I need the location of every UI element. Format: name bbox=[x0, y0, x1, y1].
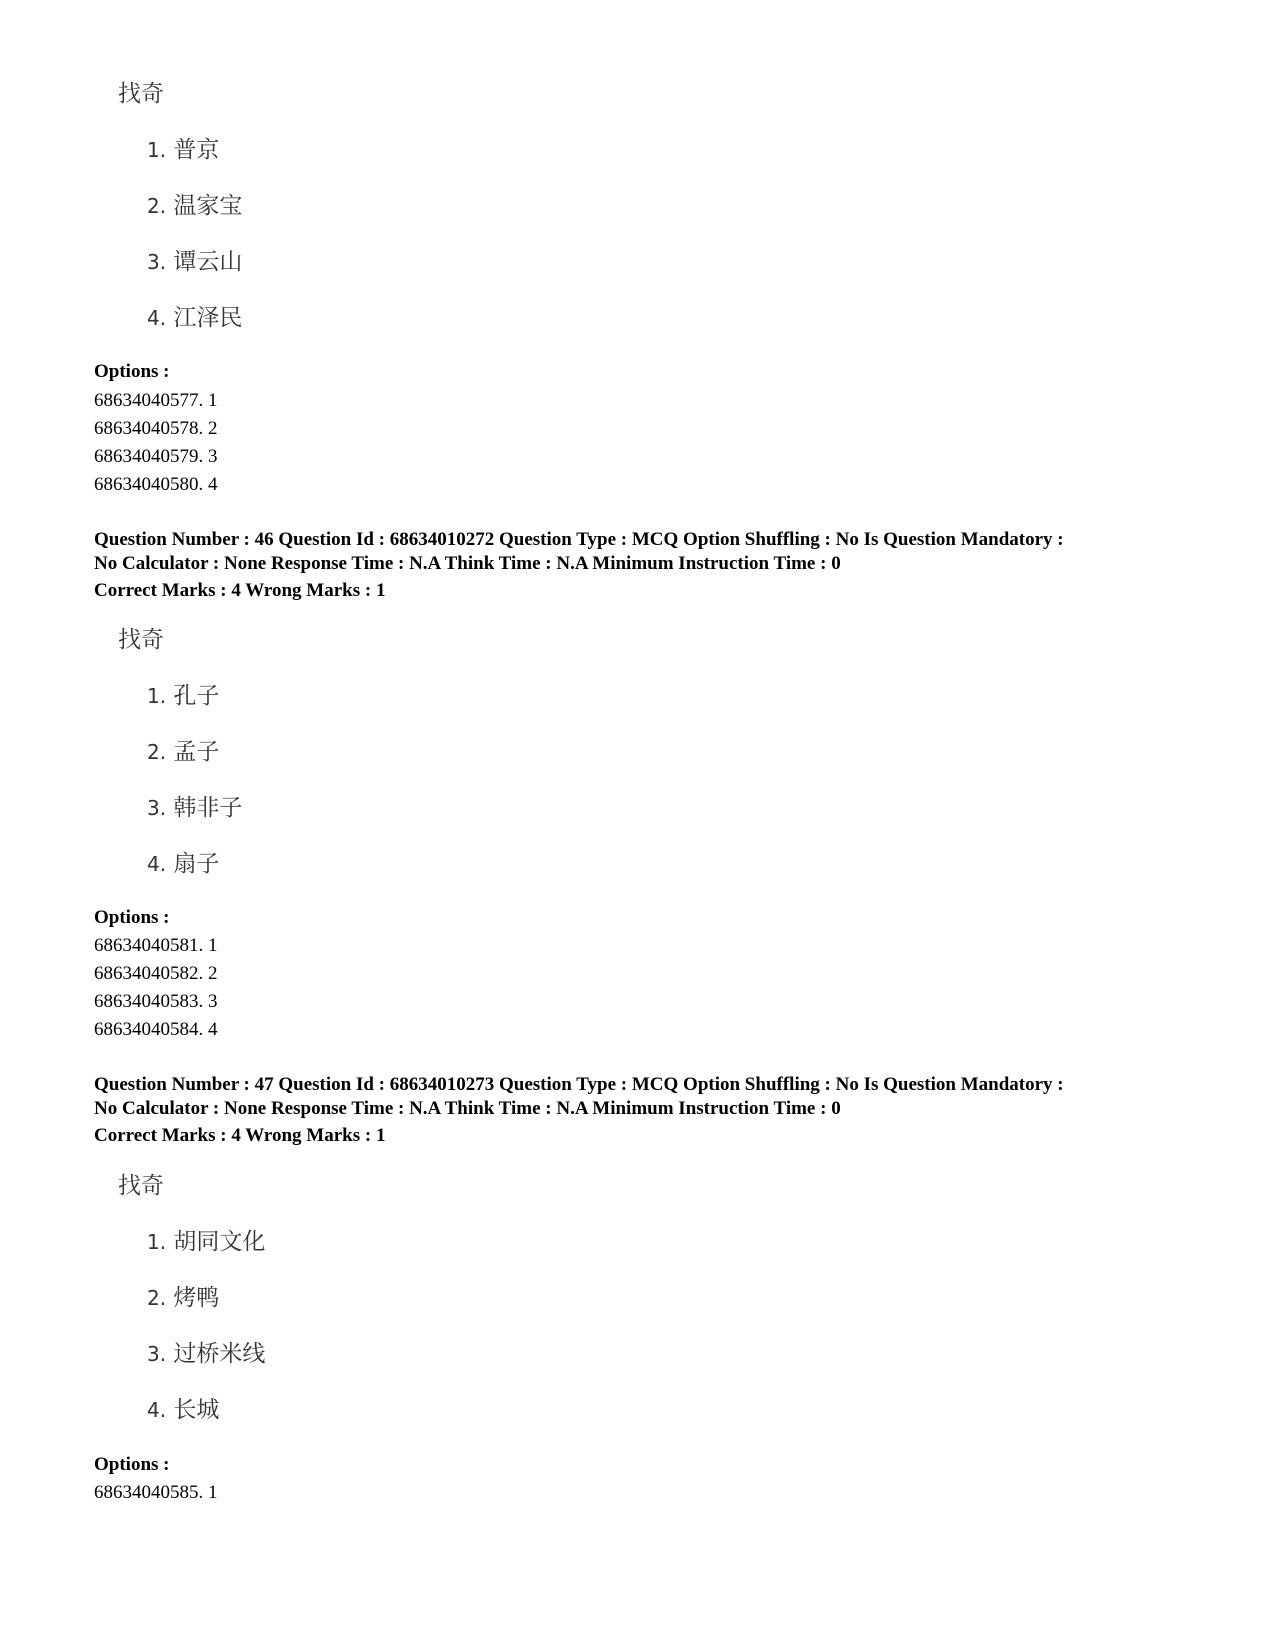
option-id-line: 68634040582. 2 bbox=[94, 963, 218, 984]
options-heading: Options : bbox=[94, 361, 170, 382]
question-metadata bbox=[94, 1073, 1224, 1120]
option-id-line: 68634040578. 2 bbox=[94, 418, 218, 439]
choice-item bbox=[147, 1284, 219, 1312]
choice-item bbox=[147, 248, 242, 276]
choice-number: 4. bbox=[147, 306, 167, 330]
choice-text: 韩非子 bbox=[173, 795, 243, 821]
choice-item bbox=[147, 794, 242, 822]
question-metadata bbox=[94, 528, 1224, 575]
question-metadata-line: Question Number : 47 Question Id : 68634010273 Question Type : MCQ Option Shuffling : No Is Question Mandatory : bbox=[94, 1074, 1064, 1095]
choice-text: 长城 bbox=[173, 1397, 220, 1423]
choice-item bbox=[147, 192, 242, 220]
question-prompt: 找奇 bbox=[118, 81, 164, 107]
choice-text: 烤鸭 bbox=[173, 1285, 220, 1311]
choice-item bbox=[147, 1396, 219, 1424]
choice-text: 过桥米线 bbox=[173, 1341, 266, 1367]
choice-number: 3. bbox=[147, 1342, 167, 1366]
choice-item bbox=[147, 136, 219, 164]
choice-number: 2. bbox=[147, 1286, 167, 1310]
choice-number: 3. bbox=[147, 796, 167, 820]
option-id-line: 68634040580. 4 bbox=[94, 474, 218, 495]
option-id-line: 68634040579. 3 bbox=[94, 446, 218, 467]
choice-text: 胡同文化 bbox=[173, 1229, 266, 1255]
choice-text: 孟子 bbox=[173, 739, 220, 765]
choice-item bbox=[147, 1340, 265, 1368]
choice-number: 1. bbox=[147, 138, 167, 162]
choice-text: 温家宝 bbox=[173, 193, 243, 219]
choice-text: 孔子 bbox=[173, 683, 220, 709]
question-marks: Correct Marks : 4 Wrong Marks : 1 bbox=[94, 1125, 386, 1146]
choice-item bbox=[147, 304, 242, 332]
choice-text: 普京 bbox=[173, 137, 220, 163]
options-heading: Options : bbox=[94, 907, 170, 928]
question-metadata-line: Question Number : 46 Question Id : 68634010272 Question Type : MCQ Option Shuffling : No Is Question Mandatory : bbox=[94, 529, 1064, 550]
options-heading: Options : bbox=[94, 1454, 170, 1475]
choice-text: 扇子 bbox=[173, 851, 220, 877]
choice-number: 4. bbox=[147, 852, 167, 876]
choice-number: 1. bbox=[147, 684, 167, 708]
choice-item bbox=[147, 1228, 265, 1256]
option-id-line: 68634040583. 3 bbox=[94, 991, 218, 1012]
choice-item bbox=[147, 850, 219, 878]
option-id-line: 68634040577. 1 bbox=[94, 390, 218, 411]
question-marks: Correct Marks : 4 Wrong Marks : 1 bbox=[94, 580, 386, 601]
choice-number: 2. bbox=[147, 194, 167, 218]
question-metadata-line: No Calculator : None Response Time : N.A Think Time : N.A Minimum Instruction Time : 0 bbox=[94, 552, 841, 574]
option-id-line: 68634040584. 4 bbox=[94, 1019, 218, 1040]
choice-item bbox=[147, 738, 219, 766]
choice-number: 2. bbox=[147, 740, 167, 764]
option-id-line: 68634040585. 1 bbox=[94, 1482, 218, 1503]
option-id-line: 68634040581. 1 bbox=[94, 935, 218, 956]
choice-text: 谭云山 bbox=[173, 249, 243, 275]
question-prompt: 找奇 bbox=[118, 1173, 164, 1199]
question-prompt: 找奇 bbox=[118, 627, 164, 653]
choice-number: 4. bbox=[147, 1398, 167, 1422]
choice-number: 3. bbox=[147, 250, 167, 274]
choice-item bbox=[147, 682, 219, 710]
choice-text: 江泽民 bbox=[173, 305, 243, 331]
choice-number: 1. bbox=[147, 1230, 167, 1254]
question-metadata-line: No Calculator : None Response Time : N.A Think Time : N.A Minimum Instruction Time : 0 bbox=[94, 1097, 841, 1119]
